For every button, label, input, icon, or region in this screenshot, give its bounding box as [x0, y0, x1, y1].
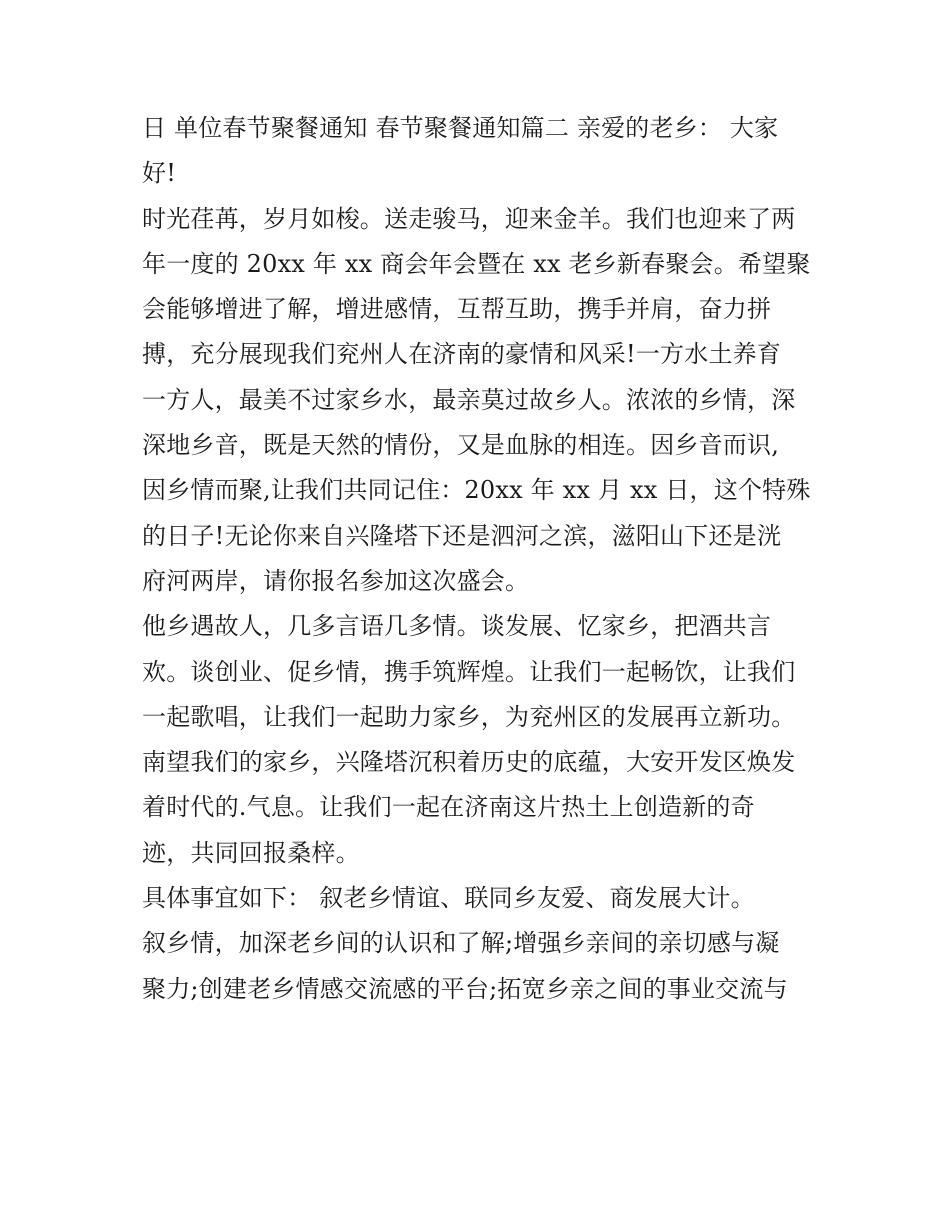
text-line: 迹，共同回报桑梓。 — [142, 838, 360, 867]
text-line: 一方人，最美不过家乡水，最亲莫过故乡人。浓浓的乡情，深 — [142, 385, 796, 414]
text-line: 深地乡音，既是天然的情份，又是血脉的相连。因乡音而识, — [142, 431, 780, 460]
text-line: 府河两岸，请你报名参加这次盛会。 — [142, 566, 530, 595]
text-line: 一起歌唱，让我们一起助力家乡，为兖州区的发展再立新功。 — [142, 702, 796, 731]
document-body — [142, 106, 822, 1012]
text-line: 日 单位春节聚餐通知 春节聚餐通知篇二 亲爱的老乡： 大家 — [142, 114, 779, 142]
text-line: 时光荏苒，岁月如梭。送走骏马，迎来金羊。我们也迎来了两 — [142, 204, 796, 233]
text-line: 着时代的.气息。让我们一起在济南这片热土上创造新的奇 — [142, 793, 755, 822]
text-line: 具体事宜如下： 叙老乡情谊、联同乡友爱、商发展大计。 — [142, 884, 755, 913]
text-line: 叙乡情，加深老乡间的认识和了解;增强乡亲间的亲切感与凝 — [142, 929, 780, 958]
text-line: 他乡遇故人，几多言语几多情。谈发展、忆家乡，把酒共言 — [142, 612, 772, 641]
text-line: 的日子!无论你来自兴隆塔下还是泗河之滨，滋阳山下还是洸 — [142, 521, 782, 550]
text-line: 搏，充分展现我们兖州人在济南的豪情和风采!一方水土养育 — [142, 340, 782, 369]
text-line: 欢。谈创业、促乡情，携手筑辉煌。让我们一起畅饮，让我们 — [142, 657, 796, 686]
text-line: 聚力;创建老乡情感交流感的平台;拓宽乡亲之间的事业交流与 — [142, 974, 788, 1003]
text-line: 年一度的 20xx 年 xx 商会年会暨在 xx 老乡新春聚会。希望聚 — [142, 249, 811, 278]
text-line: 因乡情而聚,让我们共同记住：20xx 年 xx 月 xx 日，这个特殊 — [142, 476, 811, 505]
text-line: 会能够增进了解，增进感情，互帮互助，携手并肩，奋力拼 — [142, 295, 772, 324]
text-line: 好! — [142, 159, 177, 188]
text-line: 南望我们的家乡，兴隆塔沉积着历史的底蕴，大安开发区焕发 — [142, 748, 796, 777]
